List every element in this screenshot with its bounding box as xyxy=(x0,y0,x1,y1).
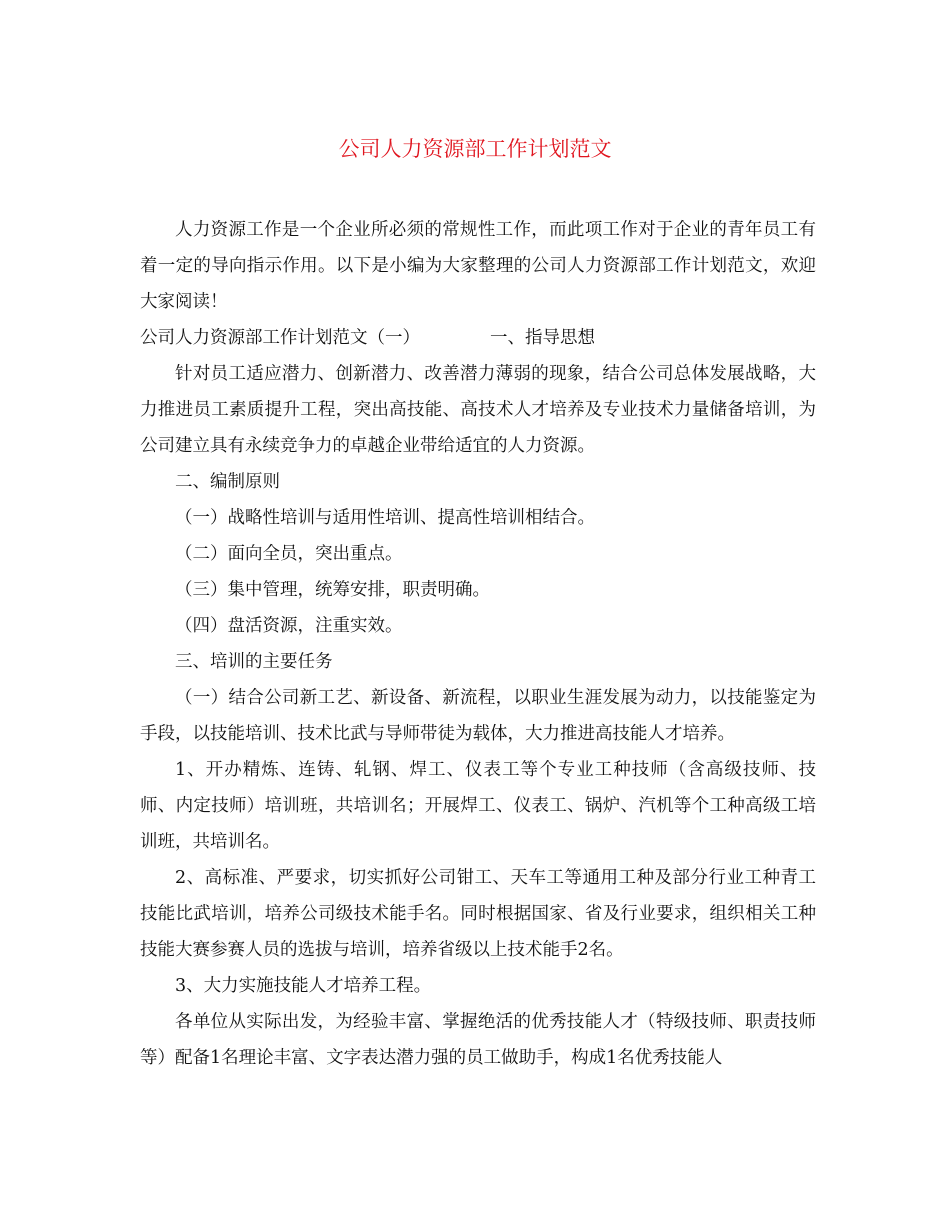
task-item-2: 2、高标准、严要求，切实抓好公司钳工、天车工等通用工种及部分行业工种青工技能比武培训，培养公司级技术能手名。同时根据国家、省及行业要求，组织相关工种技能大赛参赛人员的选拔与培训，培养省级以上技术能手2名。 xyxy=(140,868,816,960)
document-body xyxy=(140,212,816,1076)
task1-paragraph: （一）结合公司新工艺、新设备、新流程，以职业生涯发展为动力，以技能鉴定为手段，以技能培训、技术比武与导师带徒为载体，大力推进高技能人才培养。 xyxy=(140,688,816,744)
task-item-3: 3、大力实施技能人才培养工程。 xyxy=(175,976,432,996)
intro-paragraph: 人力资源工作是一个企业所必须的常规性工作，而此项工作对于企业的青年员工有着一定的导向指示作用。以下是小编为大家整理的公司人力资源部工作计划范文，欢迎大家阅读！ xyxy=(140,220,816,312)
part1-heading: 一、指导思想 xyxy=(490,328,595,348)
principle-item: （三）集中管理，统筹安排，职责明确。 xyxy=(175,580,490,600)
section-heading: 公司人力资源部工作计划范文（一） xyxy=(140,328,420,348)
principle-item: （二）面向全员，突出重点。 xyxy=(175,544,403,564)
section-heading-line xyxy=(140,320,816,356)
part2-heading: 二、编制原则 xyxy=(175,472,280,492)
part3-heading: 三、培训的主要任务 xyxy=(175,652,333,672)
task-item-1: 1、开办精炼、连铸、轧钢、焊工、仪表工等个专业工种技师（含高级技师、技师、内定技师）培训班，共培训名；开展焊工、仪表工、锅炉、汽机等个工种高级工培训班，共培训名。 xyxy=(140,760,816,852)
task-item-3-text: 各单位从实际出发，为经验丰富、掌握绝活的优秀技能人才（特级技师、职责技师等）配备1名理论丰富、文字表达潜力强的员工做助手，构成1名优秀技能人 xyxy=(140,1012,816,1068)
principle-item: （一）战略性培训与适用性培训、提高性培训相结合。 xyxy=(175,508,595,528)
part1-paragraph: 针对员工适应潜力、创新潜力、改善潜力薄弱的现象，结合公司总体发展战略，大力推进员工素质提升工程，突出高技能、高技术人才培养及专业技术力量储备培训，为公司建立具有永续竞争力的卓越企业带给适宜的人力资源。 xyxy=(140,364,816,456)
principle-item: （四）盘活资源，注重实效。 xyxy=(175,616,403,636)
document-title: 公司人力资源部工作计划范文 xyxy=(338,137,612,161)
